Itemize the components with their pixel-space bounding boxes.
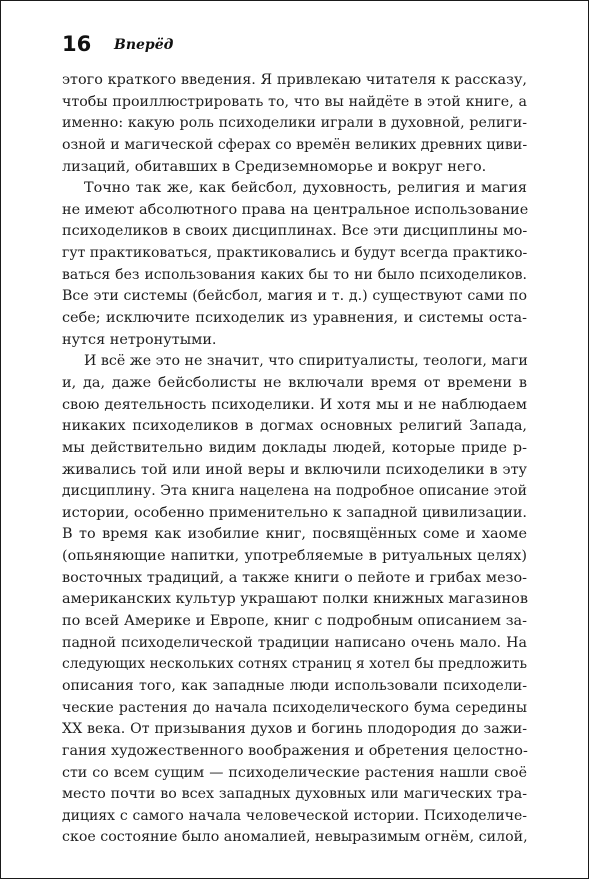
text-line: следующих нескольких сотнях страниц я хотел бы предложить <box>62 656 527 673</box>
text-line: ческие растения до начала психоделического бума середины <box>62 699 527 716</box>
text-line: дициях с самого начала человеческой истории. Психоделиче- <box>62 807 527 824</box>
text-line: по всей Америке и Европе, книг с подробным описанием за- <box>62 613 527 630</box>
text-line: (опьяняющие напитки, употребляемые в ритуальных целях) <box>62 548 527 565</box>
text-line: дисциплину. Эта книга нацелена на подробное описание этой <box>62 483 527 500</box>
text-line: себе; исключите психоделик из уравнения, и системы оста- <box>62 310 527 327</box>
text-line: гания художественного воображения и обретения целостно- <box>62 742 528 759</box>
text-line: и, да, даже бейсболисты не включали время от времени в <box>62 374 527 391</box>
text-line: описания того, как западные люди использовали психодели- <box>62 677 527 694</box>
text-line: лизаций, обитавших в Средиземноморье и вокруг него. <box>62 158 487 175</box>
text-line: сти со всем сущим — психоделические растения нашли своё <box>62 764 527 781</box>
text-line: этого краткого введения. Я привлекаю читателя к рассказу, <box>62 72 527 88</box>
text-line: место почти во всех западных духовных или магических тра- <box>62 786 527 803</box>
text-line: XX века. От призывания духов и богинь плодородия до зажи- <box>62 721 527 738</box>
text-line: Точно так же, как бейсбол, духовность, религия и магия <box>84 180 527 197</box>
text-line: Все эти системы (бейсбол, магия и т. д.) существуют сами по <box>62 288 527 305</box>
text-line: не имеют абсолютного права на центральное использование <box>62 201 529 218</box>
text-line: ваться без использования каких бы то ни было психоделиков. <box>62 266 527 283</box>
page-number: 16 <box>62 32 92 56</box>
text-line: нутся нетронутыми. <box>62 331 217 348</box>
text-line: И всё же это не значит, что спиритуалисты, теологи, маги <box>84 353 528 370</box>
text-line: В то время как изобилие книг, посвящённых соме и хаоме <box>62 526 527 543</box>
text-line: именно: какую роль психоделики играли в духовной, религи- <box>62 115 527 132</box>
text-line: восточных традиций, а также книги о пейоте и грибах мезо- <box>62 569 527 586</box>
text-line: мы действительно видим доклады людей, которые приде р- <box>62 439 527 456</box>
text-line: озной и магической сферах со времён великих древних циви- <box>62 136 528 153</box>
text-line: никаких психоделиков в догмах основных религий Запада, <box>62 418 527 435</box>
text-line: ское состояние было аномалией, невыразимым огнём, силой, <box>62 829 528 846</box>
text-line: свою деятельность психоделики. И хотя мы и не наблюдаем <box>62 396 527 413</box>
text-line: гут практиковаться, практиковались и будут всегда практико- <box>62 245 528 262</box>
text-line: истории, особенно применительно к западной цивилизации. <box>62 504 527 521</box>
body-text <box>62 70 527 849</box>
text-line: живались той или иной веры и включили психоделики в эту <box>62 461 527 478</box>
running-title: Вперёд <box>114 37 174 53</box>
text-line: чтобы проиллюстрировать то, что вы найдёте в этой книге, а <box>62 93 527 110</box>
text-line: психоделиков в своих дисциплинах. Все эти дисциплины мо- <box>62 223 528 240</box>
text-line: падной психоделической традиции написано очень мало. На <box>62 634 527 651</box>
text-line: американских культур украшают полки книжных магазинов <box>62 591 528 608</box>
